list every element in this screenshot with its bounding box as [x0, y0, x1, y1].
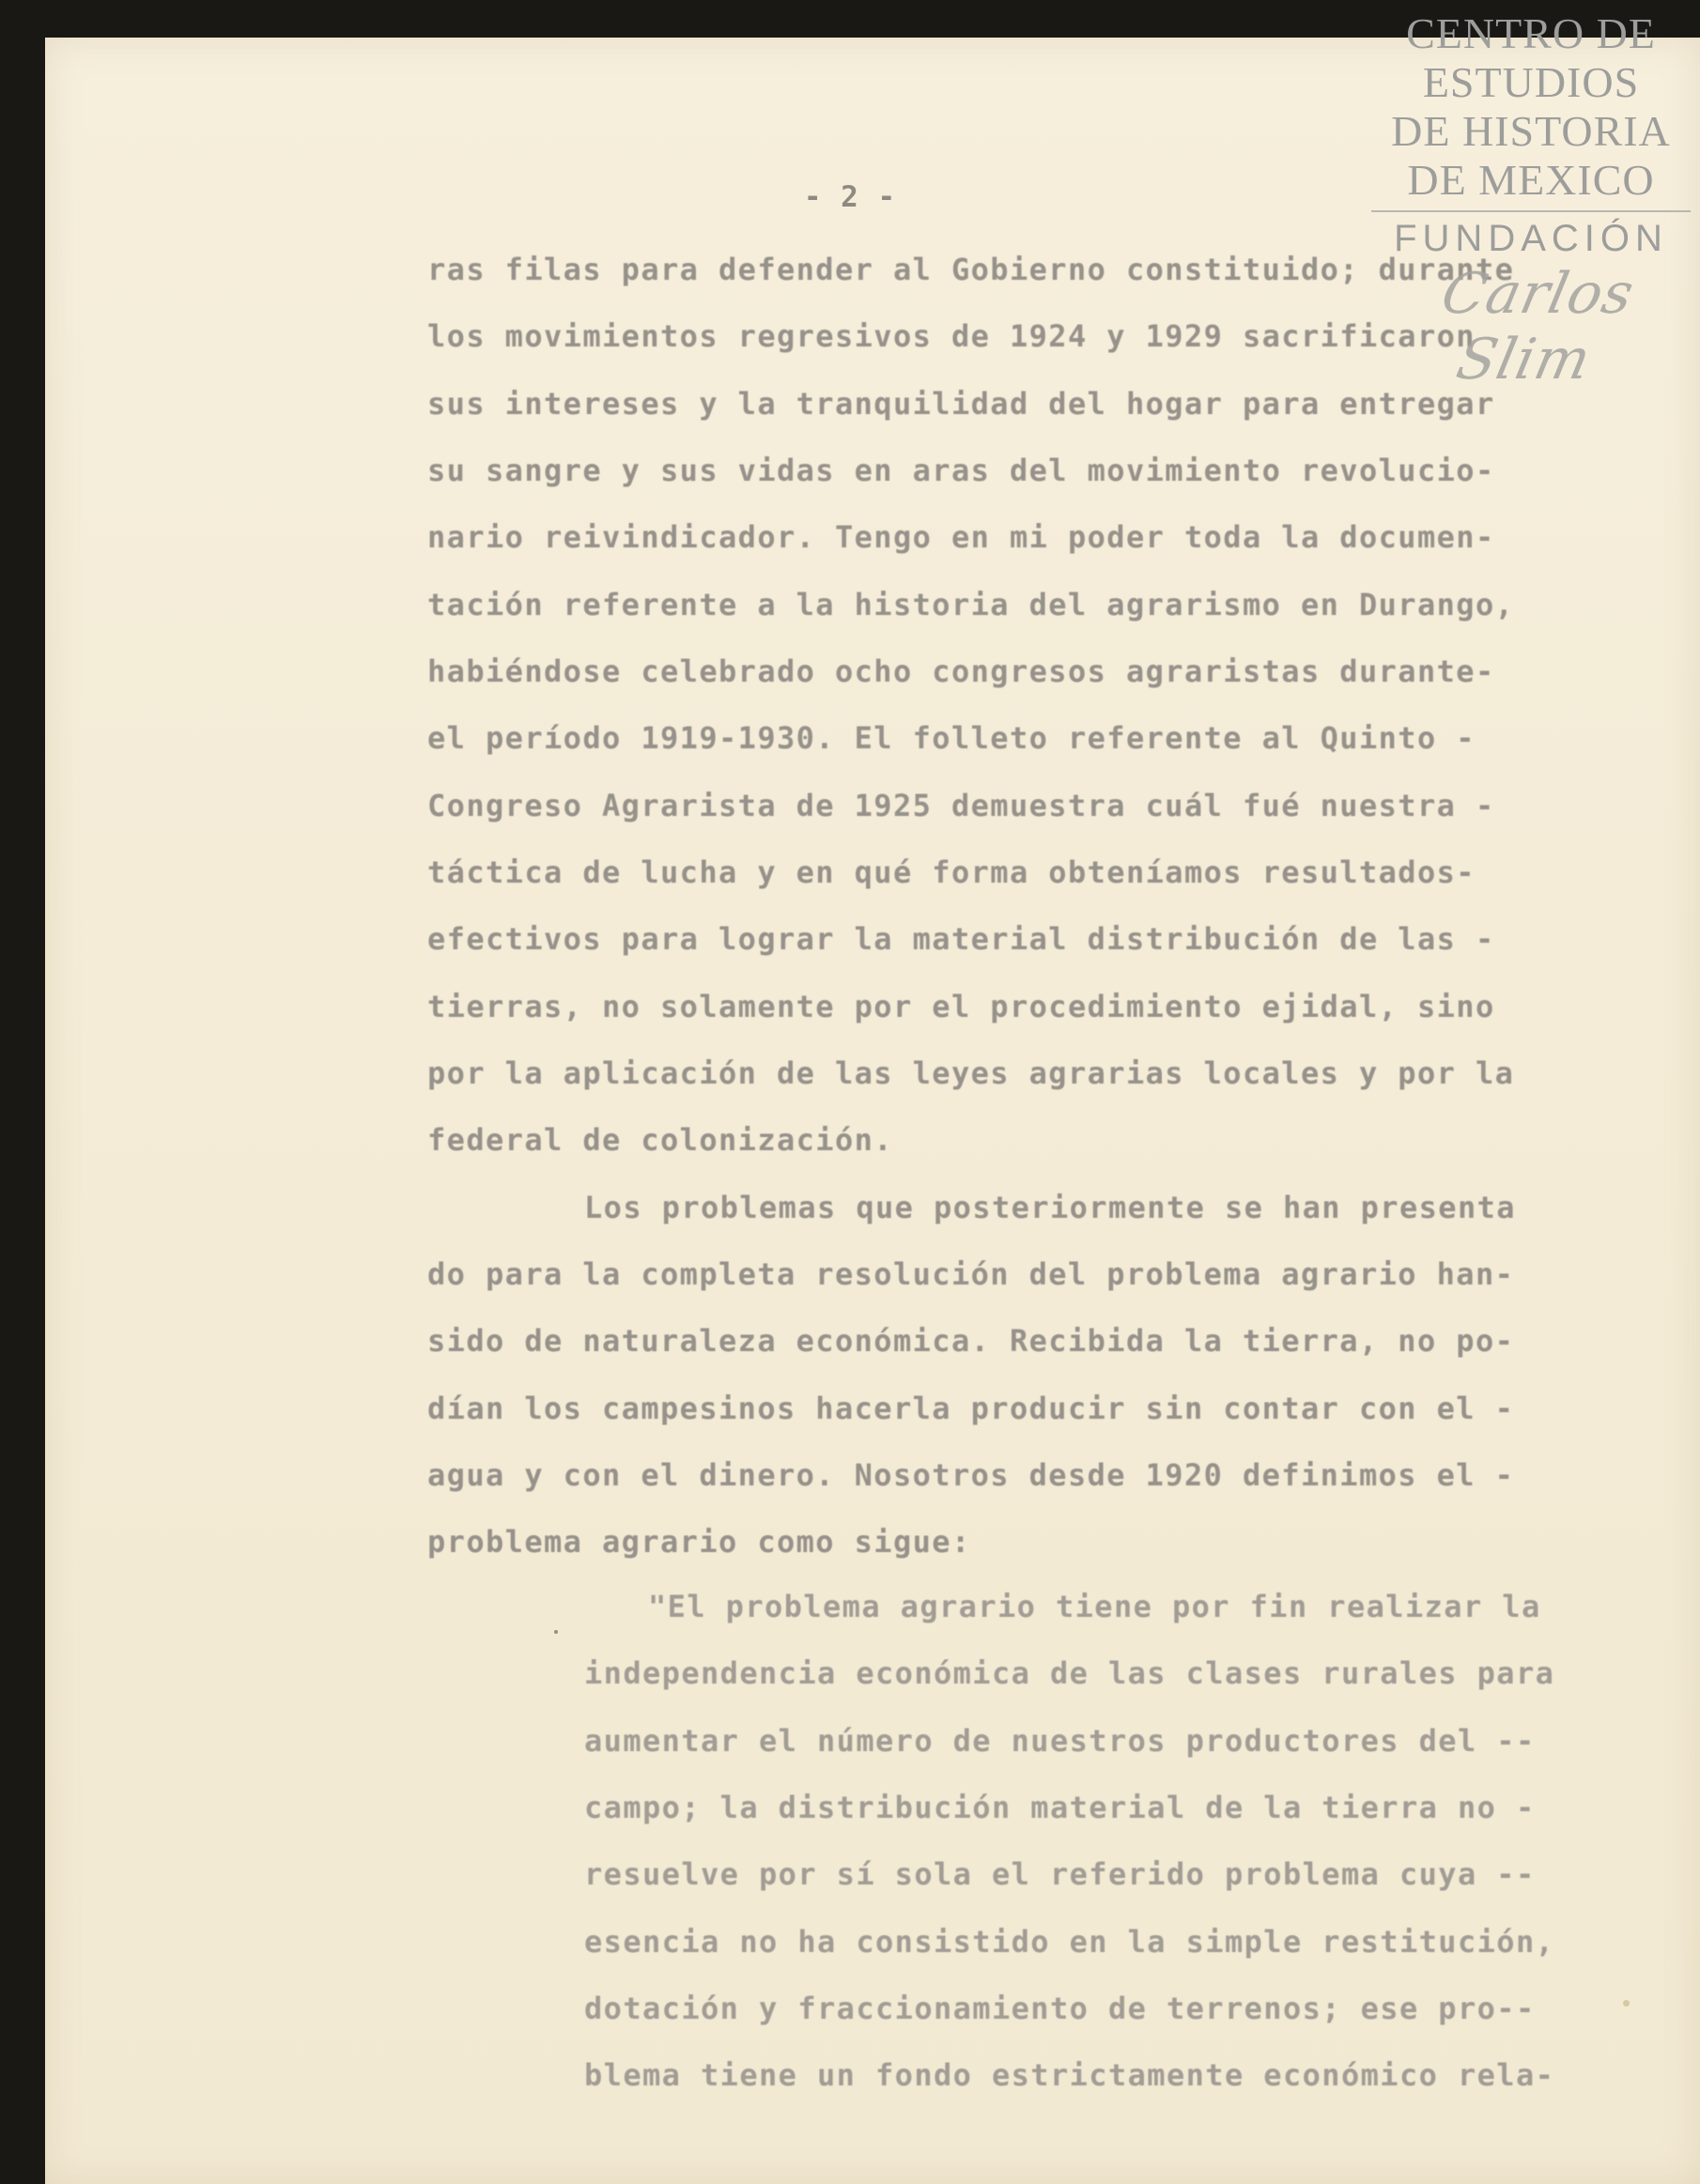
paragraph1-line: por la aplicación de las leyes agrarias locales y por la	[427, 1055, 1515, 1091]
watermark-line: ESTUDIOS	[1422, 58, 1640, 106]
paragraph1-line: Congreso Agrarista de 1925 demuestra cuál fué nuestra -	[427, 788, 1495, 823]
archive-watermark	[1371, 9, 1691, 392]
paragraph1-line: tierras, no solamente por el procedimiento ejidal, sino	[427, 989, 1495, 1024]
paragraph1-line: los movimientos regresivos de 1924 y 1929 sacrificaron	[427, 318, 1476, 354]
paragraph1-line: nario reivindicador. Tengo en mi poder toda la documen-	[427, 519, 1495, 555]
paragraph1-line: táctica de lucha y en qué forma obteníamos resultados-	[427, 854, 1476, 890]
watermark-divider	[1371, 210, 1691, 212]
watermark-line: DE HISTORIA	[1391, 107, 1671, 155]
paragraph2-line: dían los campesinos hacerla producir sin contar con el -	[427, 1391, 1515, 1426]
quote-line: campo; la distribución material de la tierra no -	[584, 1790, 1536, 1825]
watermark-signature: Carlos Slim	[1435, 261, 1641, 392]
page-number: - 2 -	[803, 180, 897, 214]
quote-line: independencia económica de las clases rurales para	[584, 1655, 1555, 1691]
paragraph1-line: el período 1919-1930. El folleto referente al Quinto -	[427, 720, 1476, 756]
quote-line: aumentar el número de nuestros productores del --	[584, 1723, 1536, 1759]
paragraph2-line: Los problemas que posteriormente se han presenta	[584, 1190, 1516, 1225]
paragraph1-line: habiéndose celebrado ocho congresos agraristas durante-	[427, 654, 1495, 689]
paragraph1-line: efectivos para lograr la material distribución de las -	[427, 921, 1495, 957]
quote-line: blema tiene un fondo estrictamente económico rela-	[584, 2057, 1555, 2093]
watermark-line: DE MEXICO	[1407, 156, 1655, 204]
paragraph1-line: federal de colonización.	[427, 1122, 893, 1158]
paragraph2-line: do para la completa resolución del problema agrario han-	[427, 1256, 1515, 1292]
paragraph1-line: su sangre y sus vidas en aras del movimiento revolucio-	[427, 453, 1495, 488]
paragraph2-line: agua y con el dinero. Nosotros desde 1920 definimos el -	[427, 1457, 1515, 1493]
quote-line: "El problema agrario tiene por fin realizar la	[648, 1589, 1541, 1624]
quote-line: dotación y fraccionamiento de terrenos; ese pro--	[584, 1991, 1536, 2026]
quote-line: resuelve por sí sola el referido problema cuya --	[584, 1856, 1536, 1892]
paragraph2-line: problema agrario como sigue:	[427, 1524, 971, 1560]
watermark-foundation: FUNDACIÓN	[1394, 218, 1668, 259]
paragraph1-line: tación referente a la historia del agrarismo en Durango,	[427, 587, 1515, 623]
paragraph2-line: sido de naturaleza económica. Recibida la tierra, no po-	[427, 1323, 1515, 1359]
paragraph1-line: ras filas para defender al Gobierno constituido; durante	[427, 252, 1515, 287]
watermark-line: CENTRO DE	[1406, 9, 1656, 57]
paragraph1-line: sus intereses y la tranquilidad del hogar para entregar	[427, 386, 1495, 422]
quote-line: esencia no ha consistido en la simple restitución,	[584, 1924, 1555, 1960]
